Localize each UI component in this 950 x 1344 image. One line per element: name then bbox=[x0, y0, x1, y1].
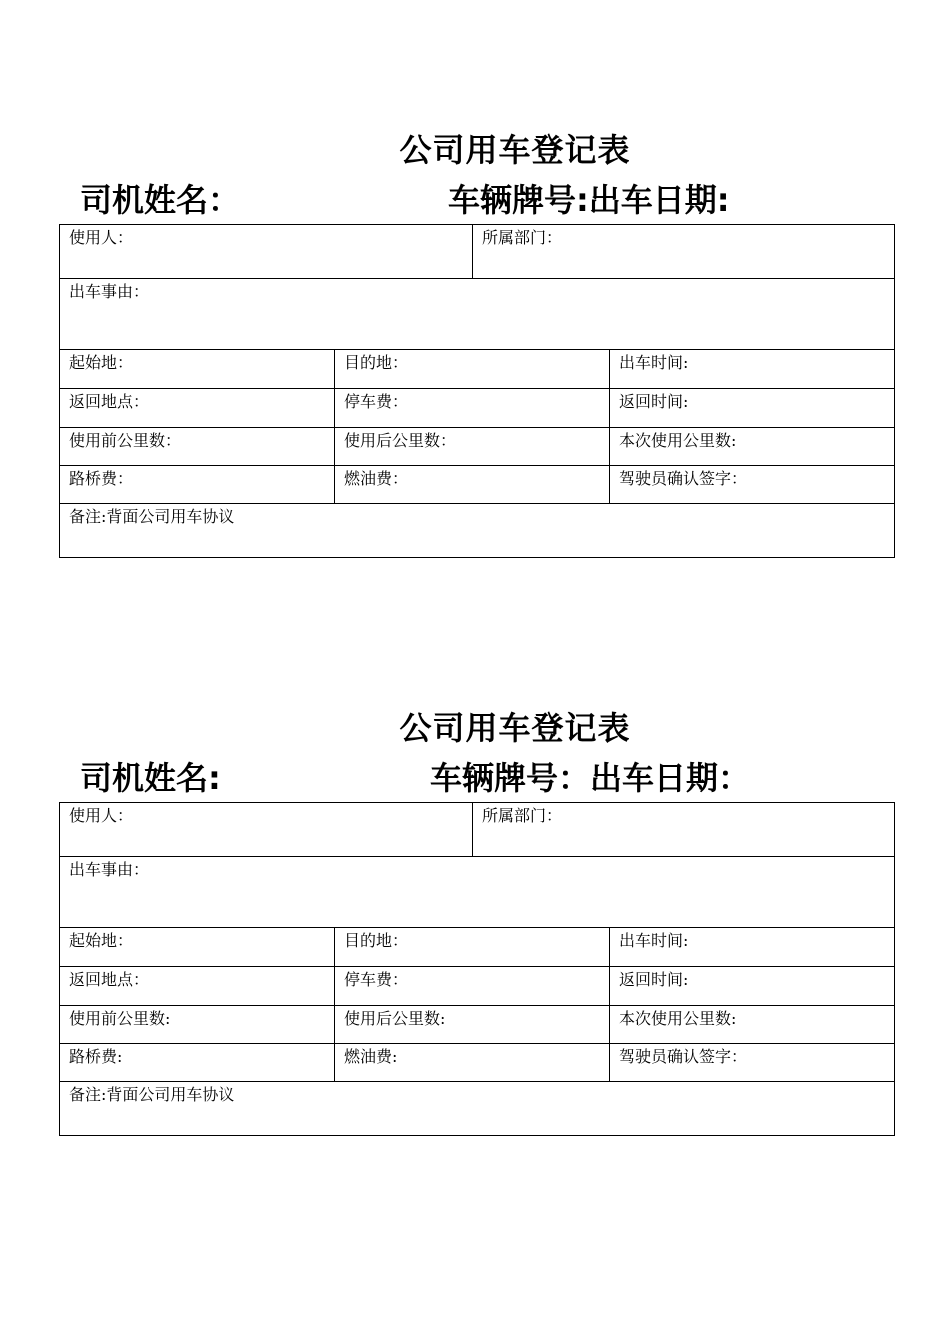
mileage-before-label: 使用前公里数： bbox=[69, 431, 182, 450]
remark-label: 备注:背面公司用车协议 bbox=[69, 1085, 235, 1104]
form-title: 公司用车登记表 bbox=[399, 131, 631, 169]
driver-sign-cell[interactable] bbox=[610, 466, 895, 504]
return-place-label: 返回地点： bbox=[69, 970, 150, 989]
reason-cell[interactable] bbox=[60, 857, 895, 928]
reason-label: 出车事由： bbox=[69, 282, 150, 301]
department-cell[interactable] bbox=[473, 803, 895, 857]
parking-fee-label: 停车费： bbox=[344, 970, 409, 989]
toll-fee-label: 路桥费: bbox=[69, 1047, 123, 1066]
mileage-this-cell[interactable] bbox=[610, 1006, 895, 1044]
department-label: 所属部门： bbox=[482, 806, 563, 825]
plate-date-label: 车辆牌号：出车日期： bbox=[430, 759, 751, 797]
depart-time-label: 出车时间: bbox=[619, 353, 689, 372]
user-label: 使用人： bbox=[69, 806, 134, 825]
parking-fee-cell[interactable] bbox=[335, 967, 610, 1006]
driver-sign-cell[interactable] bbox=[610, 1044, 895, 1082]
start-place-cell[interactable] bbox=[60, 350, 335, 389]
mileage-before-label: 使用前公里数: bbox=[69, 1009, 171, 1028]
driver-name-label: 司机姓名： bbox=[80, 181, 241, 219]
toll-fee-cell[interactable] bbox=[60, 466, 335, 504]
registration-table bbox=[59, 802, 895, 1136]
return-time-label: 返回时间: bbox=[619, 970, 689, 989]
mileage-this-label: 本次使用公里数: bbox=[619, 431, 737, 450]
driver-sign-label: 驾驶员确认签字： bbox=[619, 469, 748, 488]
depart-time-cell[interactable] bbox=[610, 350, 895, 389]
mileage-after-cell[interactable] bbox=[335, 1006, 610, 1044]
fuel-fee-label: 燃油费: bbox=[344, 1047, 398, 1066]
user-cell[interactable] bbox=[60, 225, 473, 279]
plate-date-label: 车辆牌号:出车日期: bbox=[448, 181, 730, 219]
registration-table bbox=[59, 224, 895, 558]
form-title: 公司用车登记表 bbox=[399, 709, 631, 747]
return-place-cell[interactable] bbox=[60, 967, 335, 1006]
remark-label: 备注:背面公司用车协议 bbox=[69, 507, 235, 526]
mileage-before-cell[interactable] bbox=[60, 428, 335, 466]
reason-label: 出车事由： bbox=[69, 860, 150, 879]
mileage-after-label: 使用后公里数： bbox=[344, 431, 457, 450]
driver-sign-label: 驾驶员确认签字： bbox=[619, 1047, 748, 1066]
depart-time-cell[interactable] bbox=[610, 928, 895, 967]
start-place-label: 起始地： bbox=[69, 931, 134, 950]
department-label: 所属部门： bbox=[482, 228, 563, 247]
remark-cell[interactable] bbox=[60, 1082, 895, 1136]
mileage-after-cell[interactable] bbox=[335, 428, 610, 466]
toll-fee-cell[interactable] bbox=[60, 1044, 335, 1082]
fuel-fee-cell[interactable] bbox=[335, 466, 610, 504]
department-cell[interactable] bbox=[473, 225, 895, 279]
return-place-cell[interactable] bbox=[60, 389, 335, 428]
user-label: 使用人： bbox=[69, 228, 134, 247]
destination-label: 目的地： bbox=[344, 931, 409, 950]
return-time-cell[interactable] bbox=[610, 967, 895, 1006]
fuel-fee-cell[interactable] bbox=[335, 1044, 610, 1082]
start-place-cell[interactable] bbox=[60, 928, 335, 967]
parking-fee-label: 停车费： bbox=[344, 392, 409, 411]
user-cell[interactable] bbox=[60, 803, 473, 857]
destination-cell[interactable] bbox=[335, 350, 610, 389]
mileage-after-label: 使用后公里数: bbox=[344, 1009, 446, 1028]
parking-fee-cell[interactable] bbox=[335, 389, 610, 428]
mileage-this-cell[interactable] bbox=[610, 428, 895, 466]
reason-cell[interactable] bbox=[60, 279, 895, 350]
start-place-label: 起始地： bbox=[69, 353, 134, 372]
fuel-fee-label: 燃油费： bbox=[344, 469, 409, 488]
destination-label: 目的地： bbox=[344, 353, 409, 372]
mileage-before-cell[interactable] bbox=[60, 1006, 335, 1044]
driver-name-label: 司机姓名: bbox=[80, 759, 221, 797]
destination-cell[interactable] bbox=[335, 928, 610, 967]
mileage-this-label: 本次使用公里数: bbox=[619, 1009, 737, 1028]
toll-fee-label: 路桥费： bbox=[69, 469, 134, 488]
depart-time-label: 出车时间: bbox=[619, 931, 689, 950]
remark-cell[interactable] bbox=[60, 504, 895, 558]
return-time-label: 返回时间: bbox=[619, 392, 689, 411]
return-place-label: 返回地点： bbox=[69, 392, 150, 411]
return-time-cell[interactable] bbox=[610, 389, 895, 428]
